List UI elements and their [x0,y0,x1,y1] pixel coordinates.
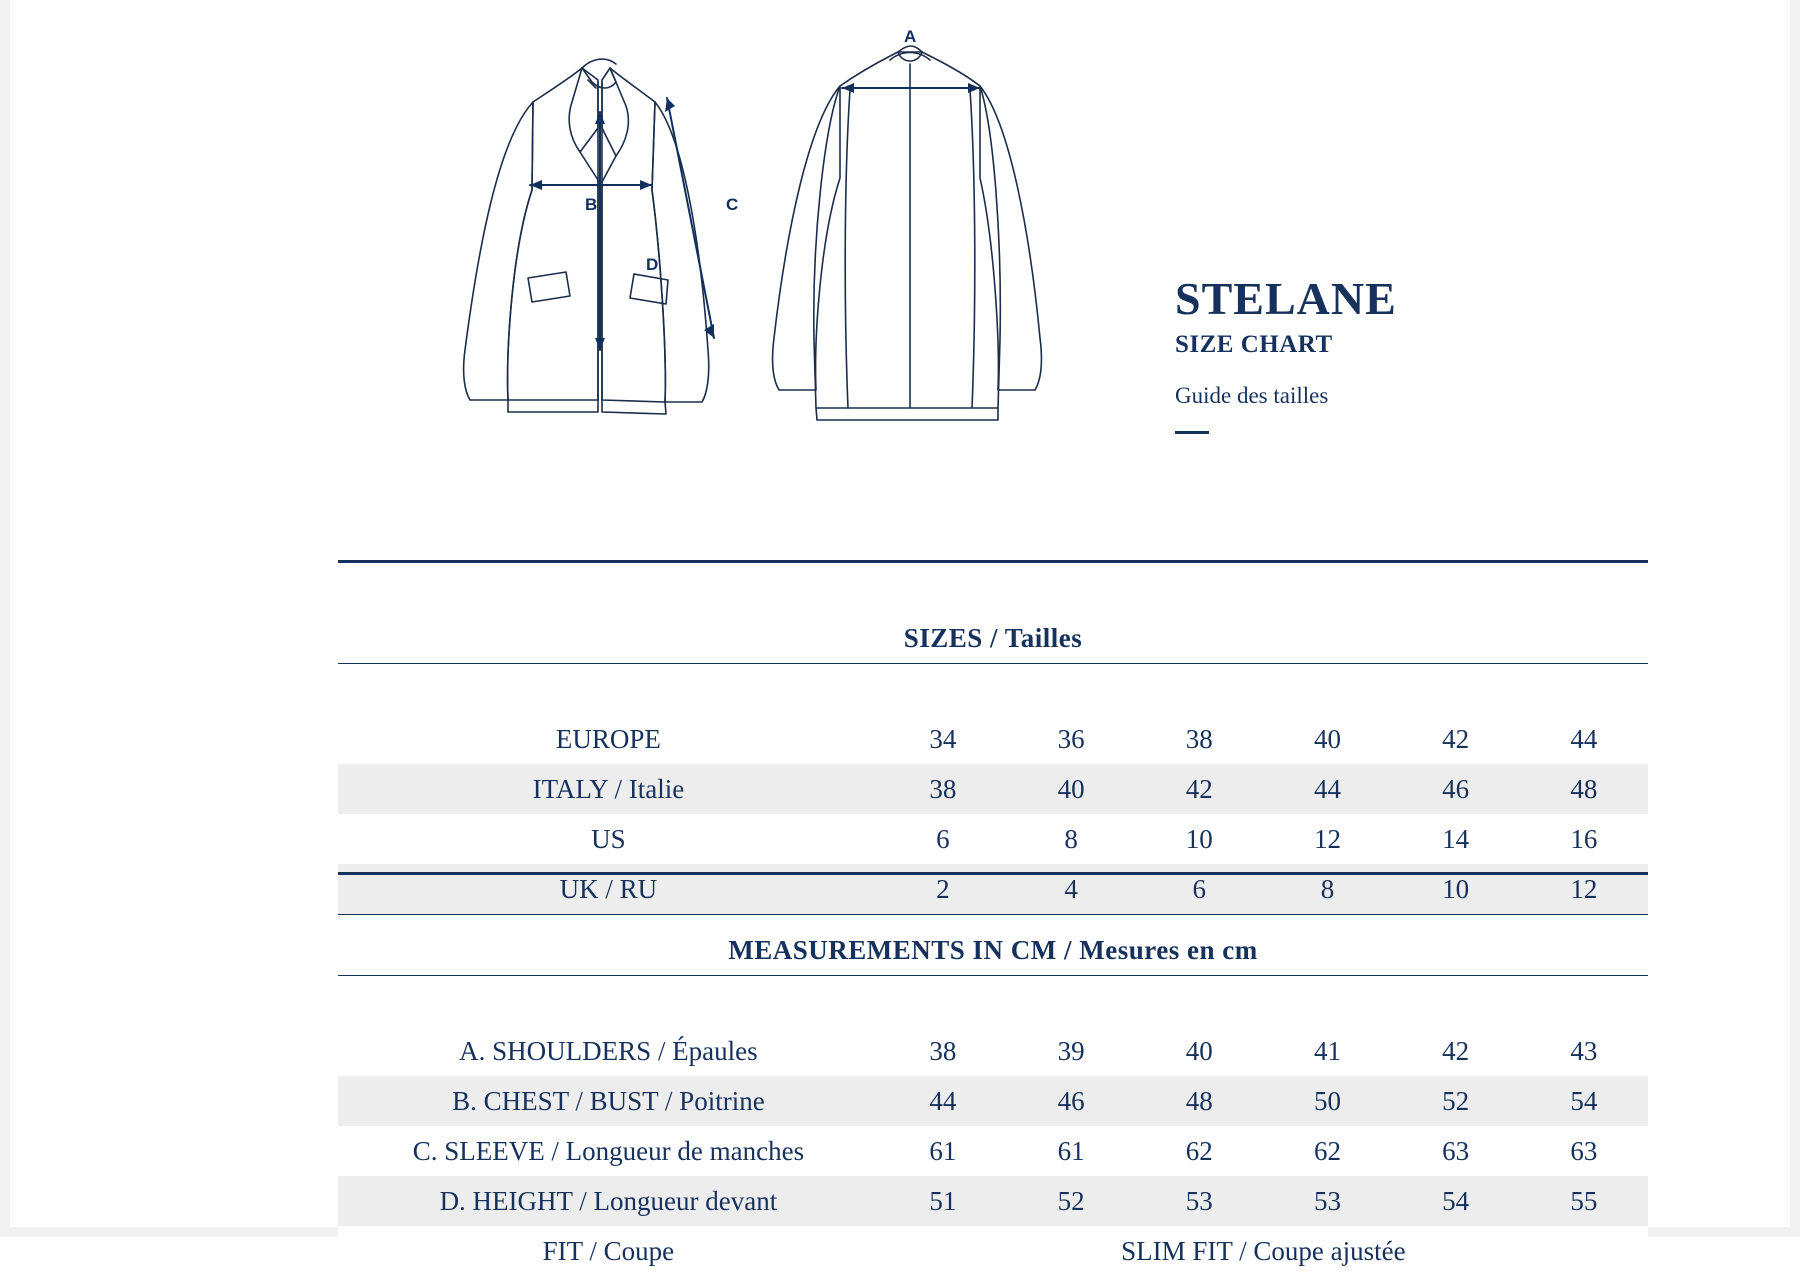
row-value: 42 [1135,764,1263,814]
label-c: C [726,195,739,214]
row-value: 8 [1064,823,1078,854]
measurements-table-header: MEASUREMENTS IN CM / Mesures en cm [728,934,1258,965]
row-value: 6 [936,823,950,854]
label-b: B [585,195,598,214]
row-label: EUROPE [555,723,661,754]
brand-divider-dash [1175,431,1209,434]
page-edge-right [1790,0,1800,1237]
row-value: 53 [1263,1176,1391,1226]
row-label: D. HEIGHT / Longueur devant [338,1176,879,1226]
row-value: 10 [1392,864,1520,915]
table-row [338,1176,1648,1226]
row-value: 12 [1520,864,1648,915]
row-value: 48 [1520,764,1648,814]
table-row [338,814,1648,864]
row-value: 52 [1007,1176,1135,1226]
table-row [338,1126,1648,1176]
label-a: A [904,27,917,46]
table-rule-top [338,874,1648,926]
row-value: 48 [1135,1076,1263,1126]
row-value: 50 [1263,1076,1391,1126]
row-value: 55 [1520,1176,1648,1226]
row-value: 40 [1313,723,1341,754]
row-value: 63 [1570,1135,1598,1166]
row-value: 42 [1442,1035,1470,1066]
row-value: 34 [929,723,957,754]
sizes-table-header-row [338,613,1648,664]
row-value: 46 [1392,764,1520,814]
row-value: 54 [1392,1176,1520,1226]
row-value: 39 [1057,1035,1085,1066]
fit-label: FIT / Coupe [338,1226,879,1276]
row-value: 40 [1007,764,1135,814]
row-value: 53 [1135,1176,1263,1226]
brand-subtitle: SIZE CHART [1175,331,1333,359]
row-label: C. SLEEVE / Longueur de manches [412,1135,805,1166]
row-value: 62 [1313,1135,1341,1166]
row-value: 38 [929,1035,957,1066]
row-value: 61 [1057,1135,1085,1166]
row-label: ITALY / Italie [338,764,879,814]
row-value: 42 [1442,723,1470,754]
row-value: 14 [1442,823,1470,854]
label-d: D [646,255,659,274]
row-value: 41 [1313,1035,1341,1066]
brand-block [1175,275,1595,434]
table-row [338,1026,1648,1076]
row-value: 10 [1185,823,1213,854]
table-row [338,714,1648,764]
row-value: 36 [1057,723,1085,754]
row-value: 38 [1185,723,1213,754]
row-label: UK / RU [338,864,879,915]
brand-subtitle-french: Guide des tailles [1175,383,1329,409]
table-rule-top [338,562,1648,614]
fit-value: SLIM FIT / Coupe ajustée [879,1226,1648,1276]
row-value: 44 [879,1076,1007,1126]
row-value: 44 [1570,723,1598,754]
fit-row [338,1226,1648,1276]
row-label: US [591,823,626,854]
table-row [338,764,1648,814]
sizes-table-header: SIZES / Tailles [903,622,1083,653]
row-value: 43 [1570,1035,1598,1066]
row-value: 16 [1570,823,1598,854]
row-value: 12 [1313,823,1341,854]
row-label: B. CHEST / BUST / Poitrine [338,1076,879,1126]
row-value: 44 [1263,764,1391,814]
row-value: 46 [1007,1076,1135,1126]
row-value: 61 [929,1135,957,1166]
row-label: A. SHOULDERS / Épaules [459,1035,758,1066]
row-value: 4 [1007,864,1135,915]
blazer-illustration [420,20,1120,460]
table-row [338,1076,1648,1126]
measurements-table-header-row [338,925,1648,976]
row-value: 63 [1442,1135,1470,1166]
row-value: 38 [879,764,1007,814]
row-value: 62 [1185,1135,1213,1166]
row-value: 6 [1135,864,1263,915]
row-value: 8 [1263,864,1391,915]
page-edge-left [0,0,10,1237]
row-value: 2 [879,864,1007,915]
row-value: 52 [1392,1076,1520,1126]
row-value: 40 [1185,1035,1213,1066]
table-rule-under-header [338,664,1648,715]
measurements-table [338,872,1648,1276]
table-rule-under-header [338,976,1648,1027]
brand-name: STELANE [1175,273,1397,324]
row-value: 51 [879,1176,1007,1226]
row-value: 54 [1520,1076,1648,1126]
measurements-table-container [338,872,1648,1276]
